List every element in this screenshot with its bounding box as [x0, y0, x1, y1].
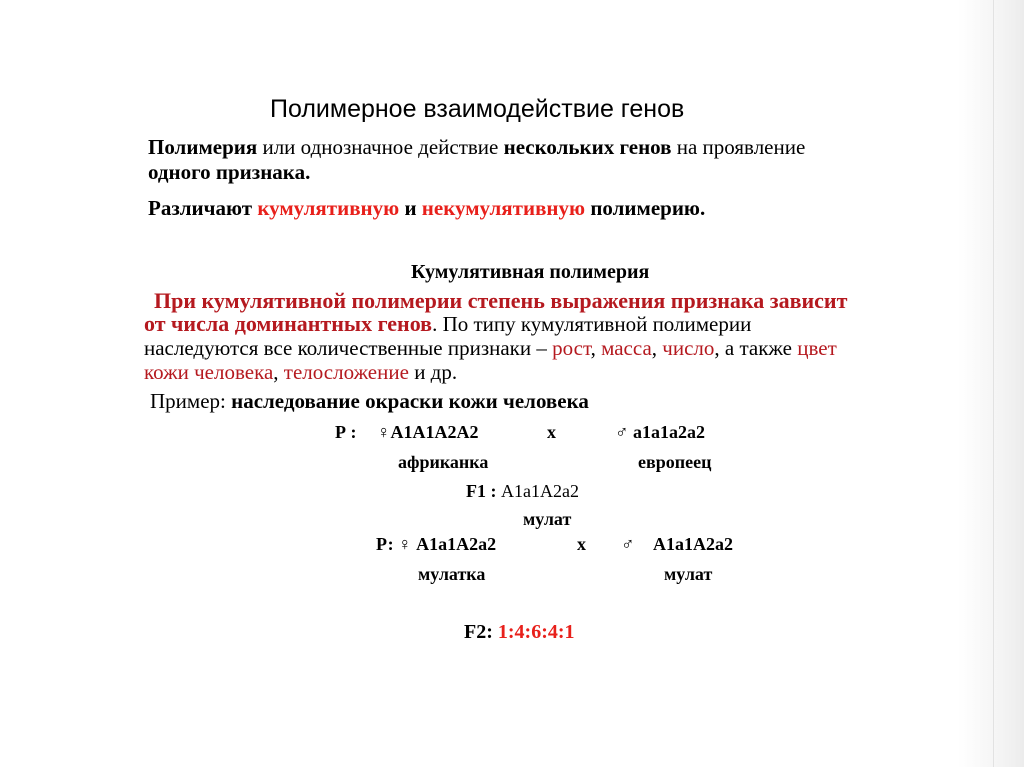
rule-line-1: При кумулятивной полимерии степень выражения признака зависит [154, 288, 848, 313]
cross2-x: х [577, 534, 586, 554]
rule-line-3 [144, 336, 837, 361]
definition-text-1: или однозначное действие [257, 135, 504, 159]
rule-line-3-also: , а также [714, 336, 798, 360]
definition-term: Полимерия [148, 135, 258, 159]
rule-red-phrase: от числа доминантных генов [144, 311, 433, 336]
definition-line-2: одного признака. [148, 160, 311, 184]
cross1-female: ♀А1А1А2А2 [377, 422, 479, 442]
cross1-male-label: европеец [638, 452, 712, 472]
f1-label: F1 : [466, 481, 497, 501]
f2-line [464, 621, 575, 644]
trait-build: телосложение [283, 360, 409, 384]
f2-label: F2: [464, 621, 498, 643]
trait-height: рост [552, 336, 591, 360]
cross1-p: Р : [335, 422, 357, 442]
rule-line-3-text: наследуются все количественные признаки – [144, 336, 553, 360]
example-label: Пример: [150, 389, 232, 413]
comma: , [590, 336, 602, 360]
cross2-female: ♀ А1а1А2а2 [398, 534, 497, 554]
rule-line-4-end: и др. [408, 360, 458, 384]
cross2-male: А1а1А2а2 [653, 534, 733, 554]
definition-text-2: на проявление [671, 135, 806, 159]
cross1-male: ♂ а1а1а2а2 [615, 422, 705, 442]
page-edge-line [993, 0, 994, 767]
trait-number: число [662, 336, 715, 360]
comma: , [651, 336, 663, 360]
cross2-left [376, 534, 496, 555]
cross2-male-label: мулат [664, 564, 713, 584]
cross2-male-sym: ♂ [621, 534, 635, 554]
trait-color: цвет [797, 336, 837, 360]
definition-line-1 [148, 135, 805, 160]
types-lead: Различают [148, 196, 258, 220]
rule-line-2 [144, 311, 751, 337]
cumulative-term: кумулятивную [257, 196, 400, 220]
cross1-x: х [547, 422, 556, 442]
example-text: наследование окраски кожи человека [231, 389, 589, 413]
trait-skin: кожи человека [144, 360, 274, 384]
subtitle: Кумулятивная полимерия [411, 261, 650, 283]
types-and: и [399, 196, 422, 220]
rule-line-4 [144, 360, 457, 385]
rule-line-2-rest: . По типу кумулятивной полимерии [432, 312, 752, 336]
f1-phenotype: мулат [523, 509, 572, 529]
cross1-female-label: африканка [398, 452, 489, 472]
cross2-female-label: мулатка [418, 564, 486, 584]
f1-genotype: А1а1А2а2 [496, 481, 579, 501]
page-edge-shadow [958, 0, 1024, 767]
example-line [150, 389, 589, 414]
comma: , [273, 360, 284, 384]
noncumulative-term: некумулятивную [421, 196, 586, 220]
trait-mass: масса [601, 336, 652, 360]
f2-ratio: 1:4:6:4:1 [497, 621, 575, 643]
types-end: полимерию. [585, 196, 706, 220]
slide-title: Полимерное взаимодействие генов [270, 95, 685, 123]
definition-bold: нескольких генов [503, 135, 672, 159]
f1-line [466, 481, 579, 502]
types-line [148, 196, 705, 221]
cross2-p: Р: [376, 534, 399, 554]
